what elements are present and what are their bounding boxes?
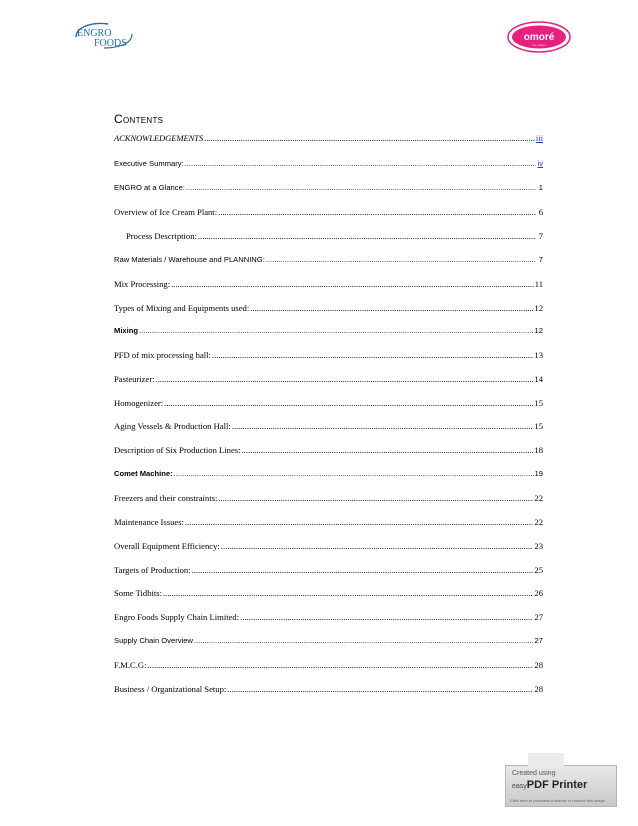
toc-entry-page: 25 bbox=[534, 565, 543, 575]
toc-entry-page: 28 bbox=[534, 684, 543, 694]
toc-entry-page: 7 bbox=[538, 255, 543, 264]
toc-entry[interactable] bbox=[114, 396, 543, 408]
toc-entry[interactable] bbox=[114, 229, 543, 241]
toc-entry[interactable] bbox=[114, 634, 543, 646]
toc-entry-page: 12 bbox=[534, 303, 543, 313]
toc-dot-leader bbox=[218, 207, 536, 217]
toc-dot-leader bbox=[227, 684, 533, 694]
toc-entry-page: 27 bbox=[534, 612, 543, 622]
toc-dot-leader bbox=[186, 183, 536, 193]
toc-dot-leader bbox=[185, 159, 536, 169]
toc-entry-page: 28 bbox=[534, 660, 543, 670]
toc-entry-label: Freezers and their constraints: bbox=[114, 493, 218, 503]
toc-dot-leader bbox=[185, 517, 533, 527]
toc-entry[interactable] bbox=[114, 443, 543, 455]
toc-dot-leader bbox=[192, 565, 534, 575]
toc-entry[interactable] bbox=[114, 205, 543, 217]
toc-entry-page[interactable]: iii bbox=[535, 133, 543, 143]
toc-entry-label: ENGRO at a Glance: bbox=[114, 183, 185, 192]
toc-dot-leader bbox=[266, 255, 536, 265]
easy-pdf-printer-badge[interactable] bbox=[505, 765, 617, 807]
toc-entry[interactable] bbox=[114, 539, 543, 551]
toc-entry[interactable] bbox=[114, 682, 543, 694]
badge-license-link[interactable]: Click here to purchase a license to remove this image bbox=[510, 798, 605, 803]
toc-entry[interactable] bbox=[114, 324, 543, 336]
toc-entry[interactable] bbox=[114, 586, 543, 598]
toc-entry[interactable] bbox=[114, 301, 543, 313]
toc-entry[interactable] bbox=[114, 563, 543, 575]
toc-entry[interactable] bbox=[114, 419, 543, 431]
toc-entry-page: 14 bbox=[534, 374, 543, 384]
toc-entry-label: Comet Machine: bbox=[114, 469, 173, 478]
toc-dot-leader bbox=[240, 612, 533, 622]
badge-created-text: Created using bbox=[512, 770, 556, 777]
toc-entry-page: 15 bbox=[534, 398, 543, 408]
toc-entry-label: Overall Equipment Efficiency: bbox=[114, 541, 220, 551]
toc-entry-label: Types of Mixing and Equipments used: bbox=[114, 303, 250, 313]
toc-entry[interactable] bbox=[114, 491, 543, 503]
svg-text:omoré: omoré bbox=[523, 32, 555, 43]
toc-entry-label: Mix Processing: bbox=[114, 279, 171, 289]
toc-entry[interactable] bbox=[114, 658, 543, 670]
toc-entry-label: Raw Materials / Warehouse and PLANNING: bbox=[114, 255, 265, 264]
toc-entry-page: 11 bbox=[534, 279, 543, 289]
toc-entry-label: Pasteurizer: bbox=[114, 374, 155, 384]
toc-entry-page: 18 bbox=[534, 445, 543, 455]
omore-logo bbox=[506, 20, 572, 54]
engro-foods-logo bbox=[74, 22, 136, 50]
toc-entry-page: 6 bbox=[538, 207, 543, 217]
toc-entry-page: 13 bbox=[534, 350, 543, 360]
toc-dot-leader bbox=[242, 445, 534, 455]
toc-entry-label: Business / Organizational Setup: bbox=[114, 684, 227, 694]
toc-dot-leader bbox=[232, 421, 534, 431]
toc-entry-label: Executive Summary: bbox=[114, 159, 184, 168]
toc-dot-leader bbox=[171, 279, 534, 289]
toc-dot-leader bbox=[204, 133, 535, 143]
toc-entry-page[interactable]: iv bbox=[537, 159, 543, 168]
toc-entry-page: 27 bbox=[534, 636, 543, 645]
toc-entry-label: F.M.C.G: bbox=[114, 660, 147, 670]
toc-entry-label: Mixing bbox=[114, 326, 139, 335]
toc-entry-label: Engro Foods Supply Chain Limited: bbox=[114, 612, 240, 622]
toc-entry-label: Aging Vessels & Production Hall: bbox=[114, 421, 231, 431]
badge-tab bbox=[528, 753, 564, 767]
toc-entry[interactable] bbox=[114, 277, 543, 289]
toc-dot-leader bbox=[194, 636, 534, 646]
toc-dot-leader bbox=[198, 231, 536, 241]
toc-entry-label: Some Tidbits: bbox=[114, 588, 163, 598]
toc-dot-leader bbox=[218, 493, 533, 503]
svg-text:ice cream: ice cream bbox=[532, 43, 546, 47]
toc-entry-label: Targets of Production: bbox=[114, 565, 191, 575]
toc-entry[interactable] bbox=[114, 348, 543, 360]
toc-dot-leader bbox=[221, 541, 534, 551]
toc-dot-leader bbox=[164, 398, 533, 408]
toc-entry-page: 23 bbox=[534, 541, 543, 551]
toc-entry-label: Supply Chain Overview bbox=[114, 636, 193, 645]
toc-entry[interactable] bbox=[114, 157, 543, 169]
toc-entry[interactable] bbox=[114, 253, 543, 265]
badge-brand: easyPDF Printer bbox=[512, 779, 588, 791]
toc-entry-page: 1 bbox=[538, 183, 543, 192]
toc-entry-page: 15 bbox=[534, 421, 543, 431]
toc-entry-label: Description of Six Production Lines: bbox=[114, 445, 241, 455]
toc-entry[interactable] bbox=[114, 131, 543, 143]
toc-entry-label: Overview of Ice Cream Plant: bbox=[114, 207, 218, 217]
toc-entry-label: PFD of mix processing hall: bbox=[114, 350, 211, 360]
toc-dot-leader bbox=[148, 660, 534, 670]
toc-entry[interactable] bbox=[114, 467, 543, 479]
toc-entry-page: 19 bbox=[534, 469, 543, 478]
toc-entry-label: Maintenance Issues: bbox=[114, 517, 184, 527]
toc-entry-label: ACKNOWLEDGEMENTS bbox=[114, 133, 204, 143]
toc-dot-leader bbox=[163, 588, 533, 598]
toc-dot-leader bbox=[156, 374, 534, 384]
svg-text:ENGRO: ENGRO bbox=[77, 28, 112, 39]
toc-dot-leader bbox=[250, 303, 533, 313]
toc-entry-page: 12 bbox=[534, 326, 543, 335]
toc-entry-page: 22 bbox=[534, 493, 543, 503]
toc-entry[interactable] bbox=[114, 181, 543, 193]
toc-dot-leader bbox=[139, 326, 534, 336]
toc-entry[interactable] bbox=[114, 372, 543, 384]
toc-entry-label: Process Description: bbox=[126, 231, 197, 241]
toc-dot-leader bbox=[174, 469, 534, 479]
toc-entry-page: 22 bbox=[534, 517, 543, 527]
svg-text:FOODS: FOODS bbox=[94, 38, 127, 49]
contents-heading: Contents bbox=[114, 112, 164, 126]
toc-dot-leader bbox=[212, 350, 533, 360]
toc-entry[interactable] bbox=[114, 515, 543, 527]
toc-entry-page: 26 bbox=[534, 588, 543, 598]
toc-entry-label: Homogenizer: bbox=[114, 398, 164, 408]
toc-entry-page: 7 bbox=[538, 231, 543, 241]
toc-entry[interactable] bbox=[114, 610, 543, 622]
